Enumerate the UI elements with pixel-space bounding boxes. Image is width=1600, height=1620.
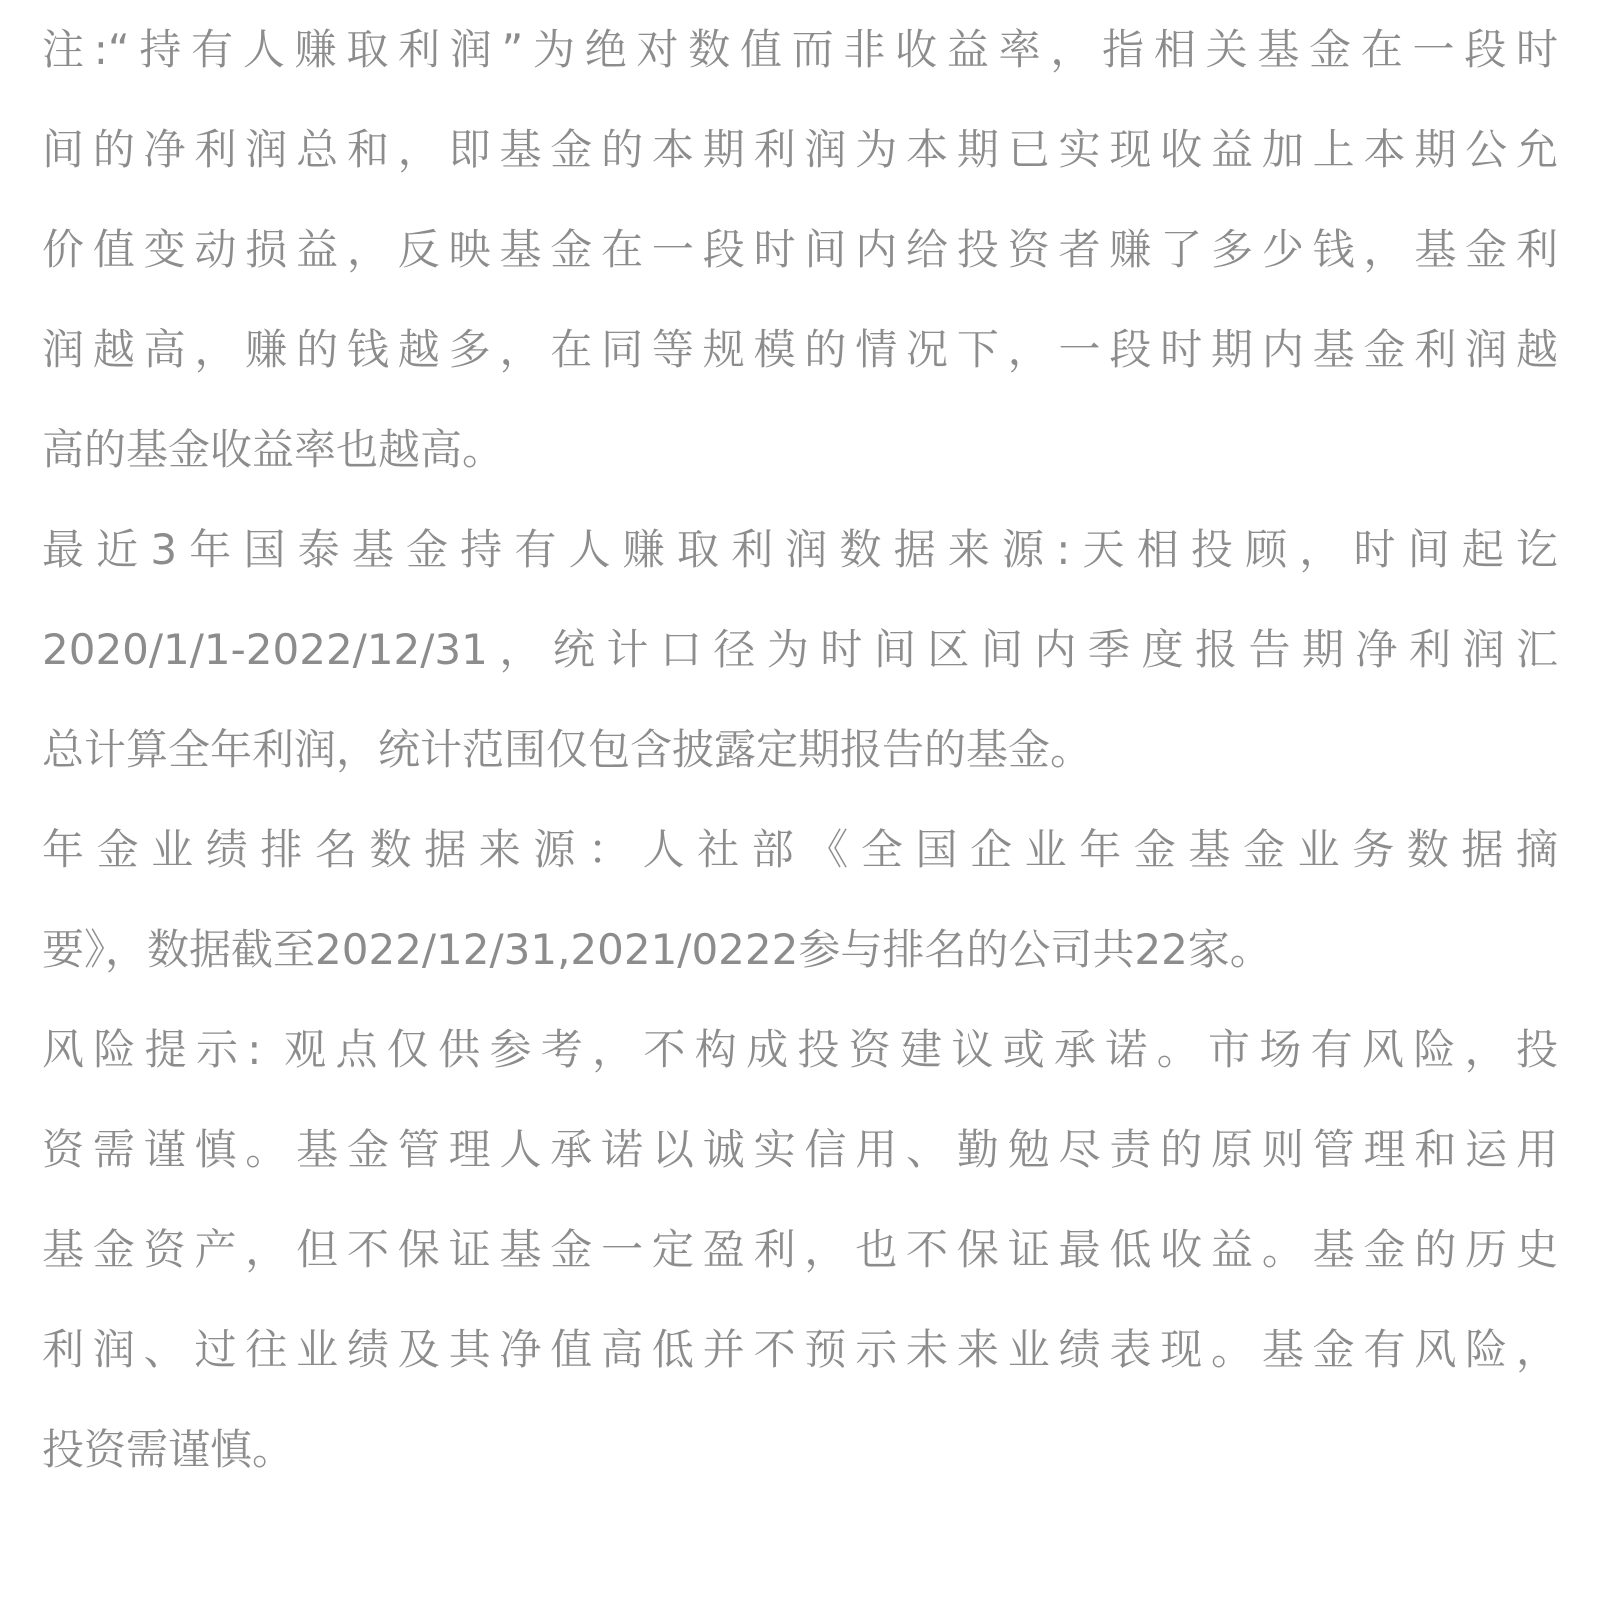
risk-warning-line: 基金资产，但不保证基金一定盈利，也不保证最低收益。基金的历史 [42,1225,1558,1274]
note-line: 间的净利润总和，即基金的本期利润为本期已实现收益加上本期公允 [42,125,1558,174]
pension-source-paragraph [42,800,1558,1000]
note-paragraph [42,0,1558,500]
pension-source-line: 年金业绩排名数据来源：人社部《全国企业年金基金业务数据摘 [42,825,1558,874]
risk-warning-line: 利润、过往业绩及其净值高低并不预示未来业绩表现。基金有风险， [42,1325,1558,1374]
note-line: 价值变动损益，反映基金在一段时间内给投资者赚了多少钱，基金利 [42,225,1558,274]
disclaimer-body [42,0,1558,1500]
data-source-line: 总计算全年利润，统计范围仅包含披露定期报告的基金。 [42,725,1093,774]
data-source-line: 2020/1/1-2022/12/31，统计口径为时间区间内季度报告期净利润汇 [42,625,1558,674]
risk-warning-line: 风险提示: 观点仅供参考，不构成投资建议或承诺。市场有风险，投 [42,1025,1558,1074]
data-source-line: 最近3年国泰基金持有人赚取利润数据来源:天相投顾，时间起讫 [42,525,1558,574]
risk-warning-paragraph [42,1000,1558,1500]
risk-warning-line: 资需谨慎。基金管理人承诺以诚实信用、勤勉尽责的原则管理和运用 [42,1125,1558,1174]
data-source-paragraph [42,500,1558,800]
note-line: 注:“持有人赚取利润”为绝对数值而非收益率，指相关基金在一段时 [42,25,1558,74]
pension-source-line: 要》，数据截至2022/12/31,2021/0222参与排名的公司共22家。 [42,925,1272,974]
risk-warning-line: 投资需谨慎。 [42,1425,295,1474]
note-line: 润越高，赚的钱越多，在同等规模的情况下，一段时期内基金利润越 [42,325,1558,374]
note-line: 高的基金收益率也越高。 [42,425,505,474]
